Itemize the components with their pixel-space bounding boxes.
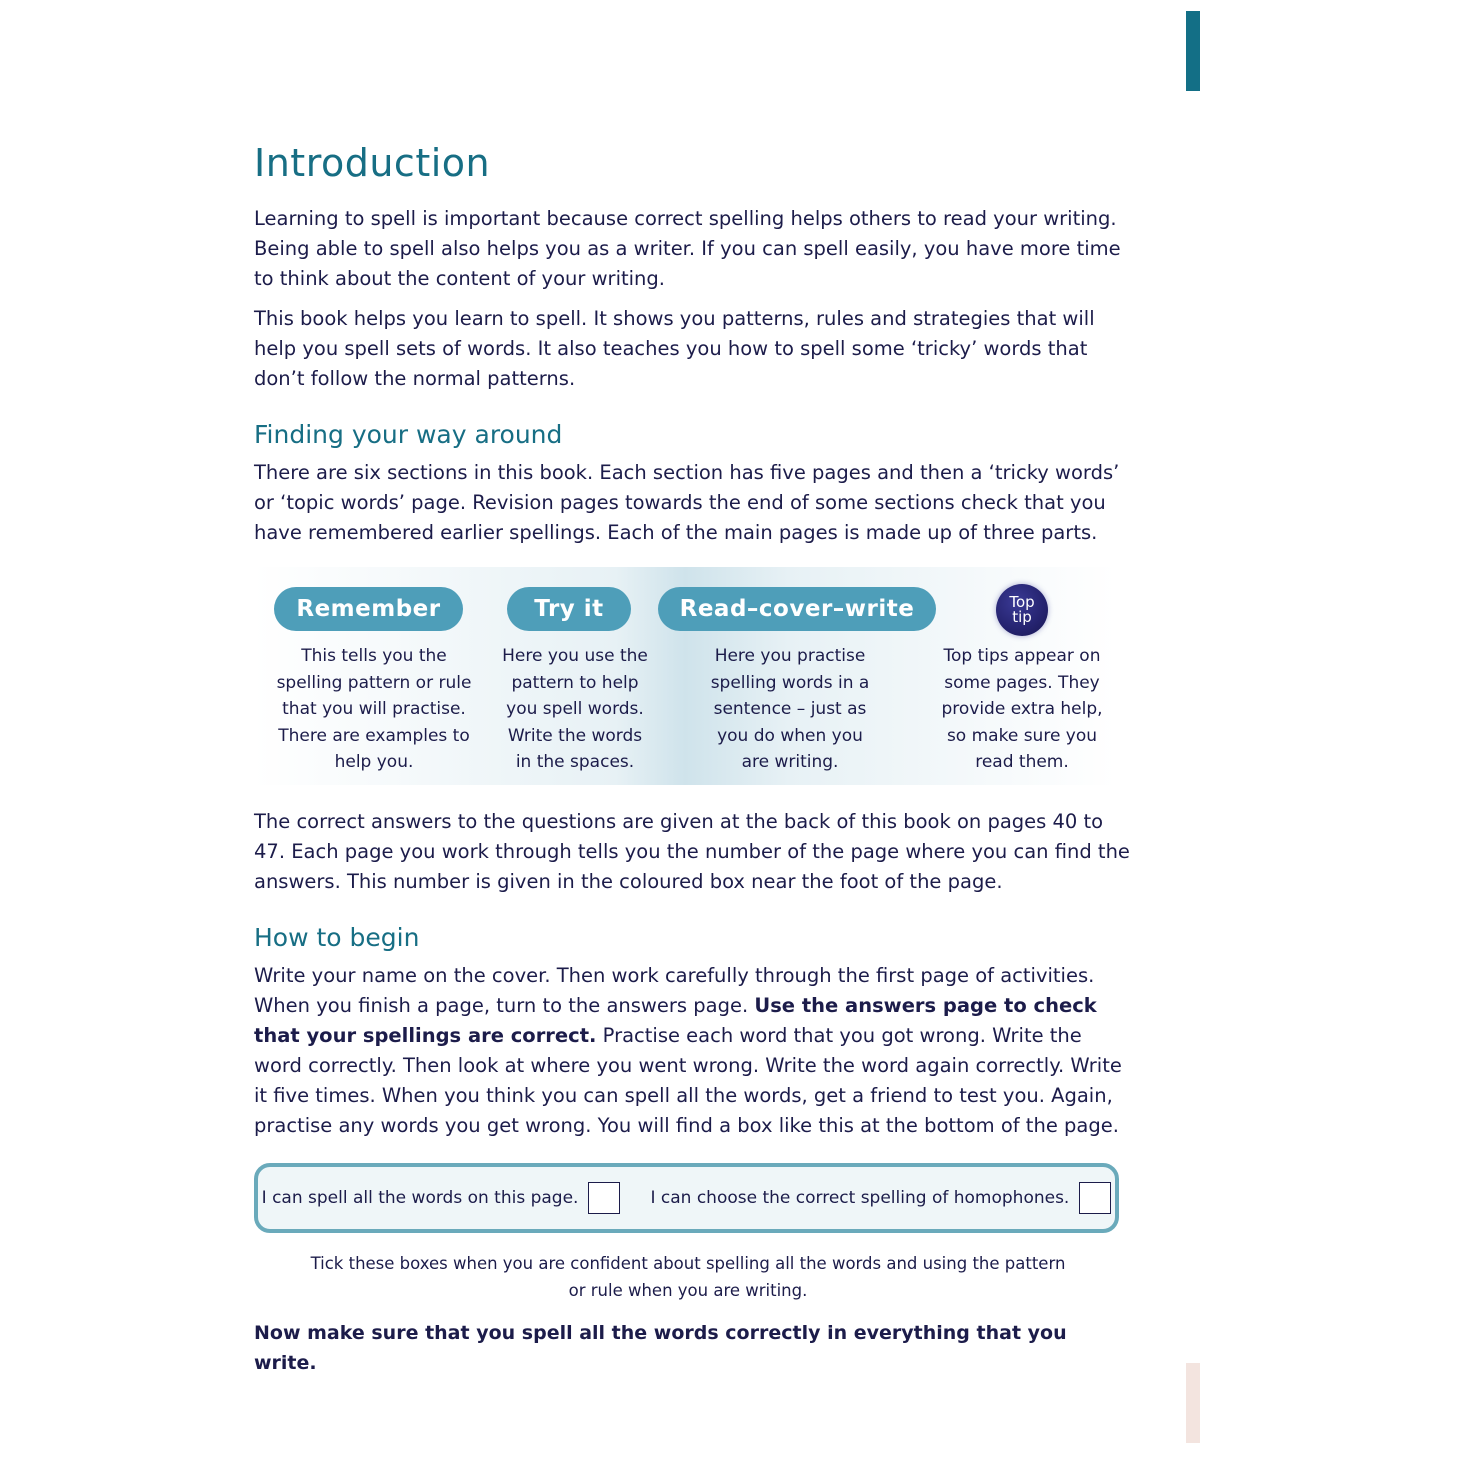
check-label-spell-all: I can spell all the words on this page. [261, 1188, 579, 1208]
section-heading-begin: How to begin [254, 923, 420, 952]
emphasis-text: Use the answers page to check that your spellings are correct. [254, 994, 1097, 1047]
tick-box-spell-all[interactable] [588, 1182, 620, 1214]
check-label-homophones: I can choose the correct spelling of homophones. [650, 1188, 1070, 1208]
page-content [254, 138, 1134, 1378]
answers-paragraph: The correct answers to the questions are given at the back of this book on pages 40 to 47. Each page you work through tells you the number of the page where you can find the answers. This number is given in the coloured box near the foot of the page. [254, 810, 1130, 893]
tick-instruction-note: Tick these boxes when you are confident about spelling all the words and using the pattern or rule when you are writing. [310, 1254, 1066, 1300]
page-edge-tab-top [1186, 11, 1200, 91]
page-edge-tab-bottom [1186, 1363, 1200, 1443]
tick-box-homophones[interactable] [1079, 1182, 1111, 1214]
read-cover-write-label: Read–cover–write [658, 587, 936, 631]
top-tip-badge: Top tip [996, 584, 1048, 636]
section-heading-finding: Finding your way around [254, 420, 563, 449]
page-parts-panel [254, 567, 1116, 785]
try-it-label: Try it [507, 587, 631, 631]
page-title: Introduction [254, 141, 491, 185]
self-check-box [254, 1163, 1119, 1233]
intro-paragraph-1: Learning to spell is important because correct spelling helps others to read your writing. Being able to spell also helps you as a writer. If you can spell easily, you have more time to think about the content of your writing. [254, 207, 1121, 290]
intro-paragraph-2: This book helps you learn to spell. It shows you patterns, rules and strategies that will help you spell sets of words. It also teaches you how to spell some ‘tricky’ words that don’t follow the normal patterns. [254, 307, 1095, 390]
begin-paragraph: Write your name on the cover. Then work carefully through the first page of activities. When you finish a page, turn to the answers page. Use the answers page to check that your spellings are correct. Practise each word that you got wrong. Write the word correctly. Then look at where you went wrong. Write the word again correctly. Write it five times. When you think you can spell all the words, get a friend to test you. Again, practise any words you get wrong. You will find a box like this at the bottom of the page. [254, 964, 1122, 1137]
remember-description: This tells you the spelling pattern or rule that you will practise. There are examples to help you. [276, 646, 472, 773]
remember-label: Remember [274, 587, 463, 631]
read-cover-write-description: Here you practise spelling words in a sentence – just as you do when you are writing. [710, 646, 870, 773]
closing-statement: Now make sure that you spell all the words correctly in everything that you write. [254, 1322, 1067, 1375]
top-tip-description: Top tips appear on some pages. They provide extra help, so make sure you read them. [941, 646, 1103, 773]
try-it-description: Here you use the pattern to help you spell words. Write the words in the spaces. [502, 646, 648, 773]
finding-paragraph: There are six sections in this book. Each section has five pages and then a ‘tricky words’ or ‘topic words’ page. Revision pages towards the end of some sections check that you have remembered earlier spellings. Each of the main pages is made up of three parts. [254, 461, 1120, 544]
